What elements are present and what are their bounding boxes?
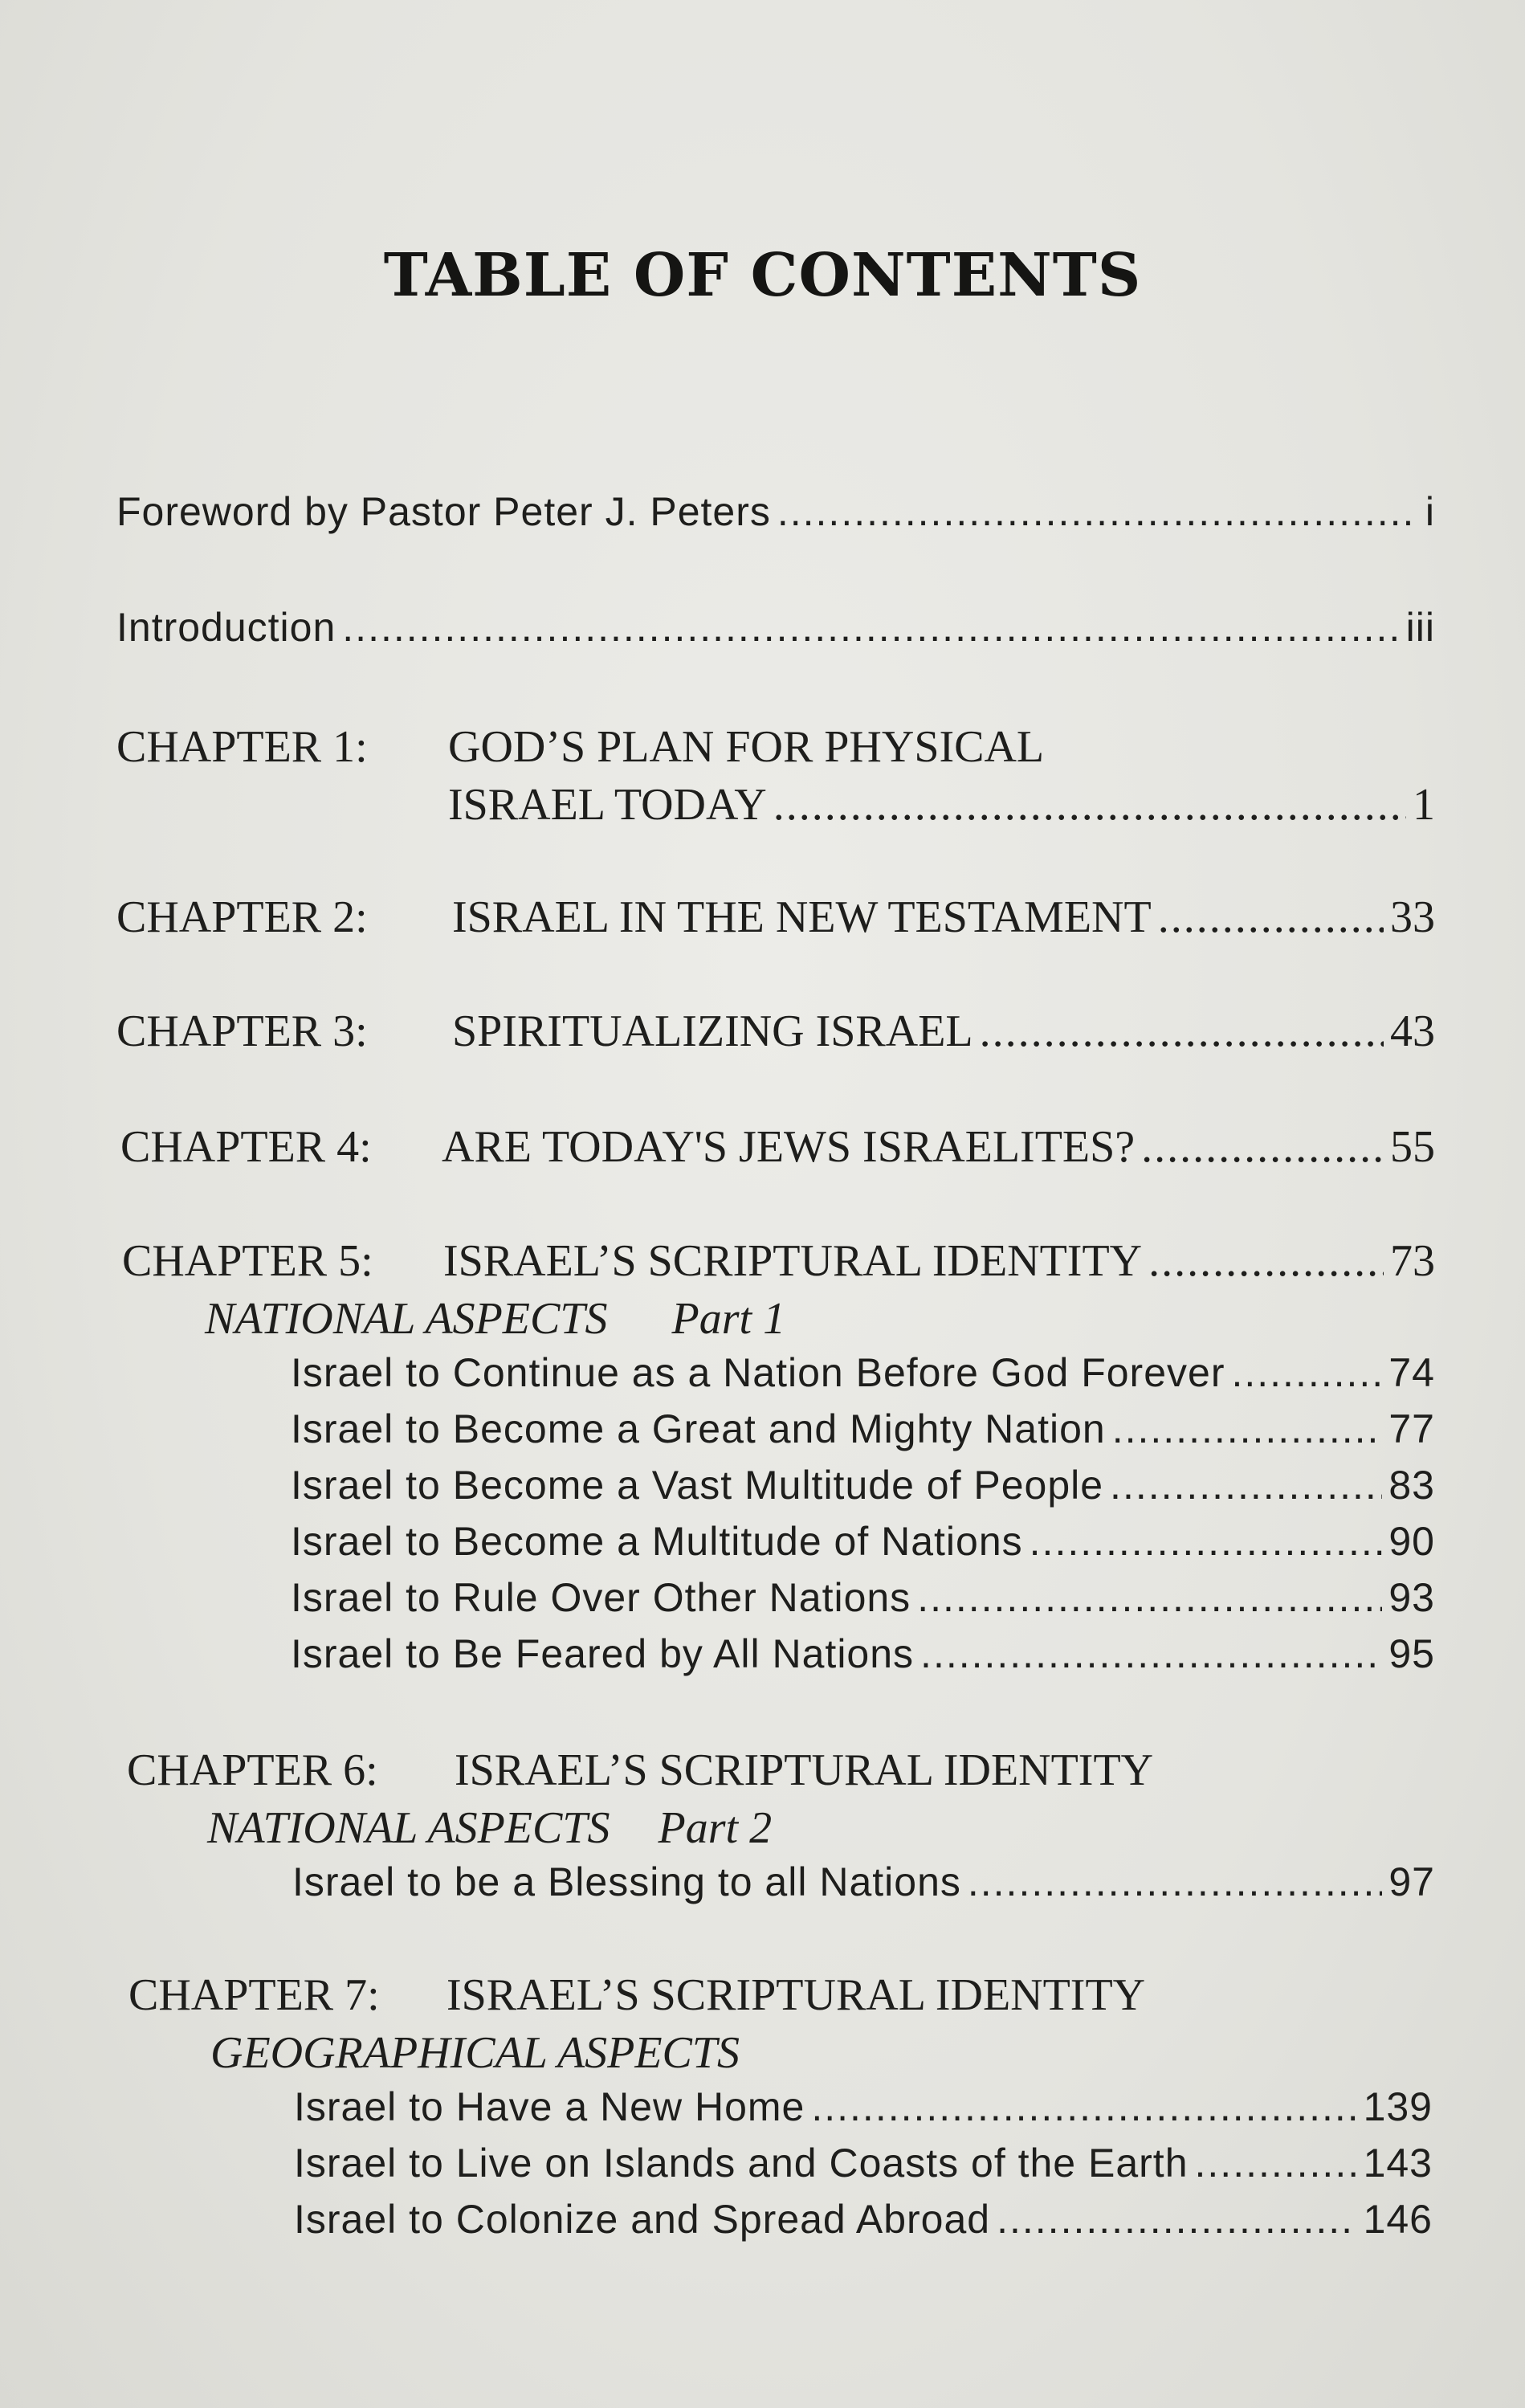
- dot-leader: [997, 2196, 1356, 2243]
- entry-page: iii: [1405, 605, 1435, 650]
- toc-entry-ch5-item-1[interactable]: [291, 1349, 1435, 1396]
- page-title: TABLE OF CONTENTS: [383, 241, 1142, 310]
- dot-leader: [968, 1859, 1383, 1905]
- chapter-7-aspect: GEOGRAPHICAL ASPECTS: [210, 2028, 740, 2078]
- entry-title: Israel to Live on Islands and Coasts of the Earth: [294, 2141, 1189, 2186]
- dot-leader: [777, 488, 1419, 535]
- dot-leader: [1110, 1462, 1382, 1508]
- dot-leader: [1030, 1518, 1383, 1565]
- entry-page: 1: [1413, 780, 1435, 830]
- dot-leader: [1148, 1235, 1384, 1287]
- toc-entry-foreword[interactable]: [116, 488, 1435, 535]
- entry-page: 146: [1363, 2197, 1433, 2242]
- entry-title: ARE TODAY'S JEWS ISRAELITES?: [442, 1122, 1136, 1172]
- chapter-6-title[interactable]: ISRAEL’S SCRIPTURAL IDENTITY: [455, 1745, 1154, 1795]
- chapter-6-label: CHAPTER 6:: [127, 1745, 378, 1795]
- chapter-6-aspect: [207, 1802, 772, 1854]
- entry-title: Israel to Colonize and Spread Abroad: [294, 2197, 991, 2242]
- entry-page: 74: [1388, 1350, 1435, 1395]
- aspect-label: NATIONAL ASPECTS: [205, 1294, 608, 1344]
- entry-title: Israel to Rule Over Other Nations: [291, 1575, 911, 1620]
- toc-entry-ch7-item-2[interactable]: [294, 2140, 1433, 2186]
- dot-leader: [920, 1631, 1382, 1677]
- dot-leader: [917, 1574, 1382, 1621]
- toc-entry-ch5-item-2[interactable]: [291, 1406, 1435, 1452]
- entry-page: 43: [1390, 1006, 1435, 1056]
- entry-page: 93: [1388, 1575, 1435, 1620]
- toc-entry-ch5-item-5[interactable]: [291, 1574, 1435, 1621]
- toc-entry-chapter-1[interactable]: [448, 779, 1435, 831]
- dot-leader: [980, 1006, 1384, 1057]
- toc-entry-ch7-item-3[interactable]: [294, 2196, 1433, 2243]
- dot-leader: [1195, 2140, 1357, 2186]
- entry-title: ISRAEL IN THE NEW TESTAMENT: [452, 892, 1152, 942]
- entry-title: Foreword by Pastor Peter J. Peters: [116, 489, 771, 534]
- chapter-7-label: CHAPTER 7:: [128, 1970, 380, 2020]
- entry-page: 97: [1388, 1859, 1435, 1904]
- entry-title: ISRAEL’S SCRIPTURAL IDENTITY: [443, 1236, 1143, 1286]
- dot-leader: [773, 779, 1406, 831]
- toc-entry-ch6-item-1[interactable]: [292, 1859, 1435, 1905]
- toc-entry-ch5-item-4[interactable]: [291, 1518, 1435, 1565]
- chapter-label: CHAPTER 5:: [122, 1236, 373, 1286]
- entry-title: Israel to Become a Multitude of Nations: [291, 1519, 1023, 1564]
- dot-leader: [811, 2084, 1356, 2130]
- chapter-7-title[interactable]: ISRAEL’S SCRIPTURAL IDENTITY: [446, 1970, 1146, 2020]
- aspect-label: NATIONAL ASPECTS: [207, 1803, 610, 1853]
- chapter-label: CHAPTER 2:: [116, 892, 368, 942]
- entry-title: Israel to Become a Vast Multitude of People: [291, 1463, 1104, 1508]
- entry-title: Israel to be a Blessing to all Nations: [292, 1859, 961, 1904]
- entry-page: 33: [1390, 892, 1435, 942]
- entry-title: SPIRITUALIZING ISRAEL: [452, 1006, 973, 1056]
- entry-page: 95: [1388, 1631, 1435, 1676]
- chapter-label: CHAPTER 3:: [116, 1006, 368, 1056]
- toc-entry-ch5-item-6[interactable]: [291, 1631, 1435, 1677]
- entry-page: 77: [1388, 1406, 1435, 1451]
- toc-entry-ch7-item-1[interactable]: [294, 2084, 1433, 2130]
- entry-page: 139: [1363, 2084, 1433, 2129]
- entry-title: ISRAEL TODAY: [448, 780, 767, 830]
- dot-leader: [342, 604, 1399, 651]
- dot-leader: [1158, 892, 1384, 943]
- dot-leader: [1112, 1406, 1383, 1452]
- chapter-1-label: CHAPTER 1:: [116, 722, 368, 772]
- toc-entry-chapter-4[interactable]: [120, 1121, 1435, 1173]
- entry-page: 73: [1390, 1236, 1435, 1286]
- chapter-1-title[interactable]: GOD’S PLAN FOR PHYSICAL: [448, 722, 1045, 772]
- chapter-label: CHAPTER 4:: [120, 1122, 372, 1172]
- entry-title: Israel to Have a New Home: [294, 2084, 805, 2129]
- entry-title: Israel to Be Feared by All Nations: [291, 1631, 915, 1676]
- aspect-part: Part 1: [671, 1294, 786, 1344]
- entry-page: 90: [1388, 1519, 1435, 1564]
- dot-leader: [1231, 1349, 1382, 1396]
- toc-entry-chapter-2[interactable]: [116, 892, 1435, 943]
- entry-title: Israel to Become a Great and Mighty Nation: [291, 1406, 1106, 1451]
- entry-title: Introduction: [116, 605, 336, 650]
- dot-leader: [1141, 1121, 1384, 1173]
- toc-entry-ch5-item-3[interactable]: [291, 1462, 1435, 1508]
- toc-entry-introduction[interactable]: [116, 604, 1435, 651]
- chapter-5-aspect: [205, 1293, 785, 1345]
- aspect-part: Part 2: [658, 1803, 773, 1853]
- entry-page: i: [1425, 489, 1435, 534]
- entry-page: 55: [1390, 1122, 1435, 1172]
- toc-entry-chapter-5[interactable]: [122, 1235, 1435, 1287]
- entry-page: 83: [1388, 1463, 1435, 1508]
- entry-page: 143: [1363, 2141, 1433, 2186]
- toc-entry-chapter-3[interactable]: [116, 1006, 1435, 1057]
- entry-title: Israel to Continue as a Nation Before God Forever: [291, 1350, 1225, 1395]
